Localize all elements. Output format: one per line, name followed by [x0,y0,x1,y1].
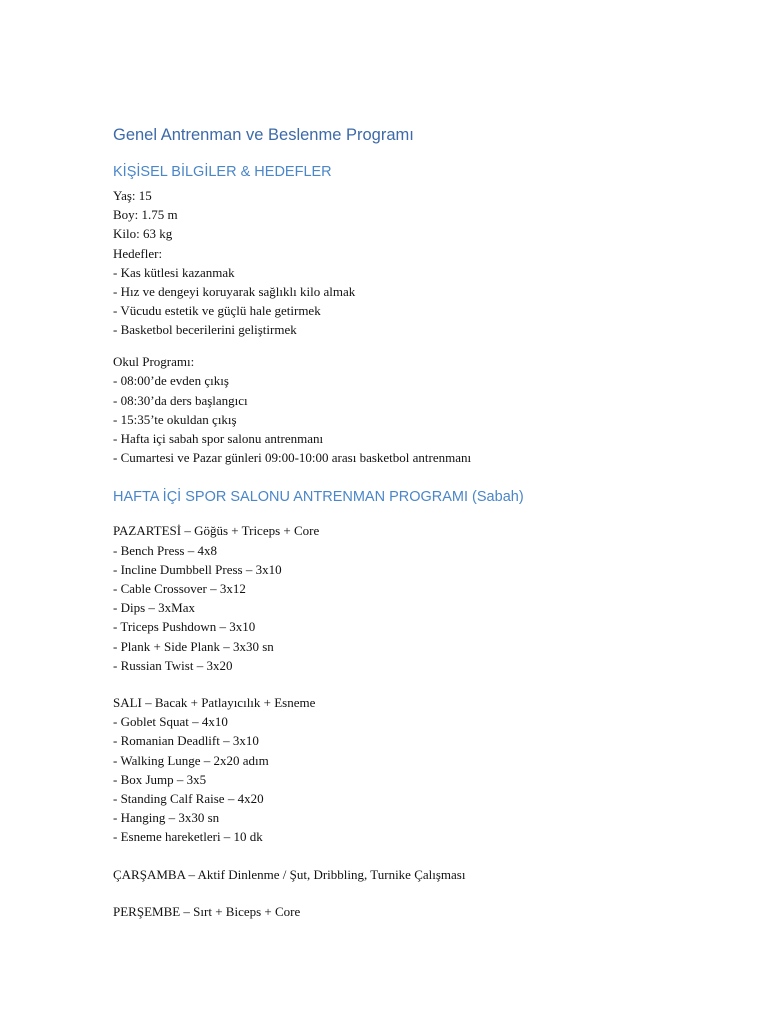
exercise-item: - Walking Lunge – 2x20 adım [113,752,269,768]
section-heading-personal: KİŞİSEL BİLGİLER & HEDEFLER [113,164,332,180]
day-title-wednesday: ÇARŞAMBA – Aktif Dinlenme / Şut, Dribbling, Turnike Çalışması [113,866,466,882]
personal-line: Yaş: 15 [113,188,152,203]
goal-item: - Basketbol becerilerini geliştirmek [113,322,297,338]
day-title-tuesday: SALI – Bacak + Patlayıcılık + Esneme [113,695,316,711]
exercise-item: - Incline Dumbbell Press – 3x10 [113,561,282,577]
exercise-item: - Box Jump – 3x5 [113,771,207,787]
monday-program-block [113,521,713,675]
thursday-program-block [113,902,713,921]
exercise-item: - Standing Calf Raise – 4x20 [113,791,264,807]
exercise-item: - Triceps Pushdown – 3x10 [113,619,256,635]
school-schedule-item: - Cumartesi ve Pazar günleri 09:00-10:00 arası basketbol antrenmanı [113,450,472,466]
exercise-item: - Russian Twist – 3x20 [113,657,233,673]
school-schedule-item: - Hafta içi sabah spor salonu antrenmanı [113,431,324,447]
exercise-item: - Romanian Deadlift – 3x10 [113,733,259,749]
document-title: Genel Antrenman ve Beslenme Programı [113,126,414,144]
tuesday-program-block [113,693,713,847]
school-schedule-item: - 15:35’te okuldan çıkış [113,411,237,427]
exercise-item: - Esneme hareketleri – 10 dk [113,829,263,845]
goal-item: - Vücudu estetik ve güçlü hale getirmek [113,303,321,319]
day-title-thursday: PERŞEMBE – Sırt + Biceps + Core [113,903,301,919]
school-schedule-item: - 08:00’de evden çıkış [113,373,229,389]
school-schedule-title: Okul Programı: [113,354,195,370]
exercise-item: - Dips – 3xMax [113,600,195,616]
exercise-item: - Goblet Squat – 4x10 [113,714,228,730]
spacer [113,340,713,353]
wednesday-program-block [113,865,713,884]
personal-info-block [113,186,713,340]
section-heading-gym-program: HAFTA İÇİ SPOR SALONU ANTRENMAN PROGRAMI (Sabah) [113,489,524,506]
exercise-item: - Cable Crossover – 3x12 [113,581,246,597]
exercise-item: - Hanging – 3x30 sn [113,810,220,826]
spacer [113,675,713,693]
document-page [113,124,713,921]
day-title-monday: PAZARTESİ – Göğüs + Triceps + Core [113,523,320,539]
school-schedule-block [113,352,713,467]
personal-line: Kilo: 63 kg [113,226,173,242]
goal-item: - Kas kütlesi kazanmak [113,264,235,280]
goal-item: - Hız ve dengeyi koruyarak sağlıklı kilo almak [113,284,356,300]
exercise-item: - Plank + Side Plank – 3x30 sn [113,638,274,654]
spacer [113,884,713,902]
spacer [113,847,713,865]
personal-line: Boy: 1.75 m [113,207,178,223]
school-schedule-item: - 08:30’da ders başlangıcı [113,392,248,408]
exercise-item: - Bench Press – 4x8 [113,542,217,558]
personal-line: Hedefler: [113,245,163,261]
